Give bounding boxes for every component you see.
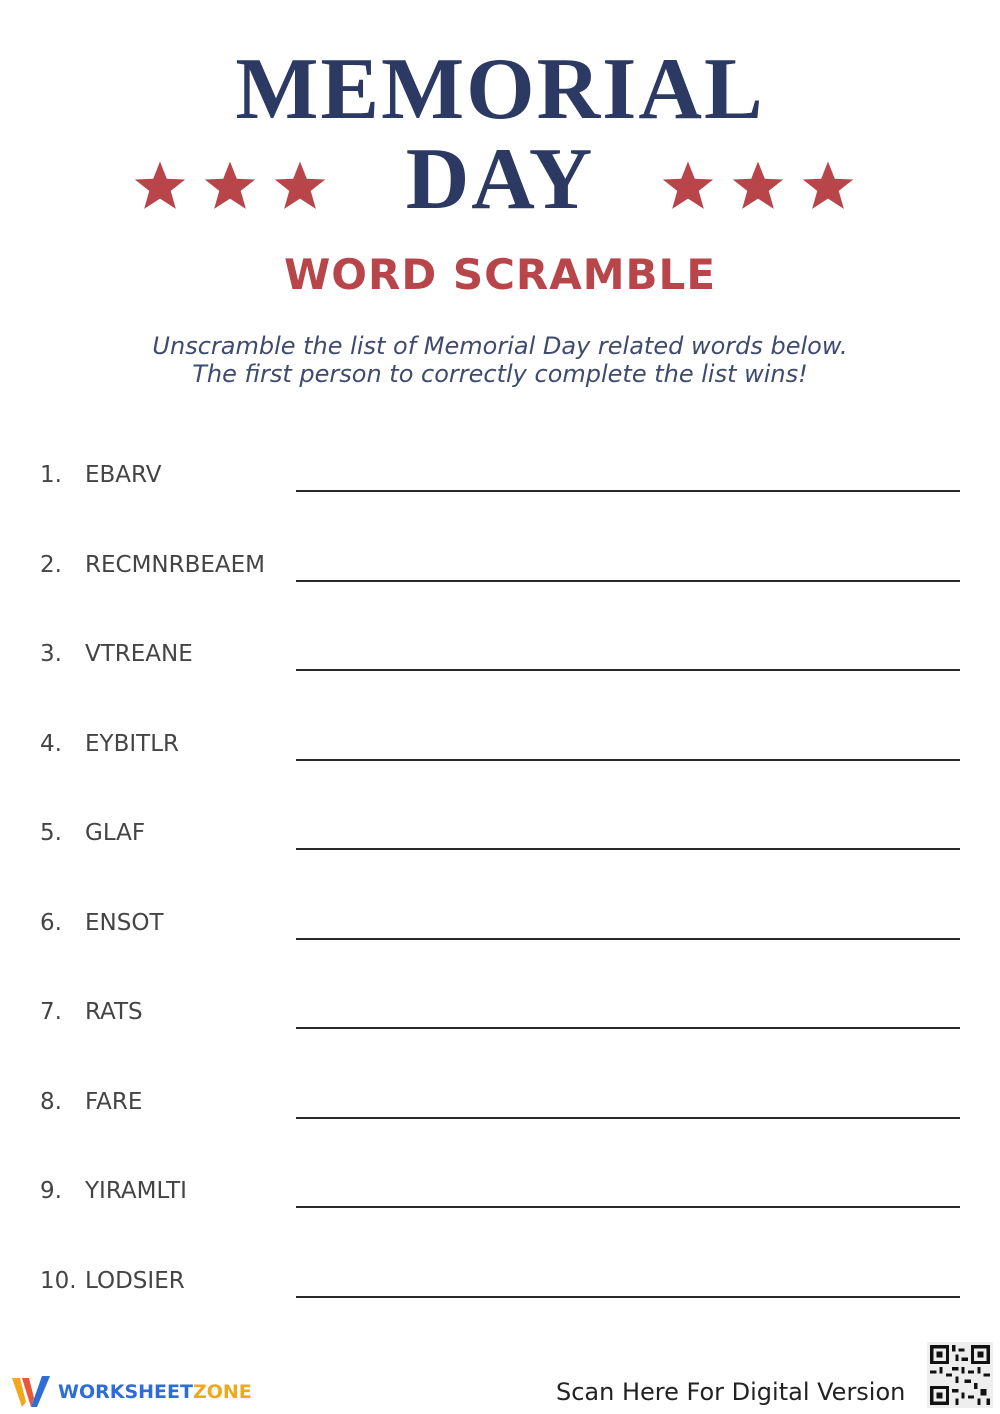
- scrambled-word: RATS: [85, 999, 143, 1025]
- qr-code-icon[interactable]: [927, 1342, 993, 1408]
- item-number: 6.: [40, 909, 62, 936]
- title-line-1: MEMORIAL: [235, 41, 765, 138]
- w-logo-icon: [10, 1374, 52, 1410]
- answer-line[interactable]: [296, 1027, 960, 1029]
- answer-line[interactable]: [296, 1296, 960, 1298]
- star-icon: [132, 158, 188, 214]
- star-icon: [202, 158, 258, 214]
- list-item: [40, 634, 960, 724]
- stars-left: [132, 158, 328, 214]
- list-item: [40, 1082, 960, 1172]
- answer-line[interactable]: [296, 580, 960, 582]
- star-icon: [660, 158, 716, 214]
- item-number: 2.: [40, 551, 62, 578]
- item-number: 7.: [40, 999, 62, 1025]
- item-number: 1.: [40, 462, 62, 488]
- scrambled-word: EBARV: [85, 462, 162, 488]
- scrambled-word: ENSOT: [85, 909, 164, 936]
- answer-line[interactable]: [296, 669, 960, 671]
- scramble-list: [40, 455, 960, 1350]
- scrambled-word: YIRAMLTI: [85, 1178, 187, 1204]
- item-number: 3.: [40, 641, 62, 667]
- scrambled-word: RECMNRBEAEM: [85, 551, 266, 578]
- stars-right: [660, 158, 856, 214]
- scan-text: Scan Here For Digital Version: [556, 1378, 906, 1406]
- answer-line[interactable]: [296, 1117, 960, 1119]
- list-item: [40, 1171, 960, 1261]
- list-item: [40, 813, 960, 903]
- star-icon: [800, 158, 856, 214]
- answer-line[interactable]: [296, 848, 960, 850]
- item-number: 10.: [40, 1267, 77, 1294]
- list-item: [40, 545, 960, 635]
- star-icon: [272, 158, 328, 214]
- title-line-2: DAY: [405, 131, 595, 228]
- answer-line[interactable]: [296, 938, 960, 940]
- item-number: 9.: [40, 1178, 62, 1204]
- worksheetzone-logo[interactable]: [10, 1374, 252, 1410]
- answer-line[interactable]: [296, 759, 960, 761]
- list-item: [40, 455, 960, 545]
- list-item: [40, 903, 960, 993]
- scrambled-word: FARE: [85, 1088, 143, 1115]
- item-number: 4.: [40, 730, 62, 757]
- instructions-line-1: Unscramble the list of Memorial Day related words below.: [152, 332, 848, 360]
- logo-text-worksheet: WORKSHEET: [58, 1381, 193, 1403]
- subtitle: WORD SCRAMBLE: [283, 250, 717, 299]
- list-item: [40, 1261, 960, 1351]
- scrambled-word: EYBITLR: [85, 730, 179, 757]
- list-item: [40, 992, 960, 1082]
- item-number: 5.: [40, 820, 62, 846]
- scrambled-word: GLAF: [85, 820, 146, 846]
- answer-line[interactable]: [296, 1206, 960, 1208]
- scrambled-word: VTREANE: [85, 641, 193, 667]
- instructions: [0, 332, 1000, 388]
- item-number: 8.: [40, 1088, 62, 1115]
- scrambled-word: LODSIER: [85, 1267, 185, 1294]
- logo-text-zone: ZONE: [192, 1381, 252, 1403]
- star-icon: [730, 158, 786, 214]
- answer-line[interactable]: [296, 490, 960, 492]
- list-item: [40, 724, 960, 814]
- instructions-line-2: The first person to correctly complete the list wins!: [192, 360, 808, 388]
